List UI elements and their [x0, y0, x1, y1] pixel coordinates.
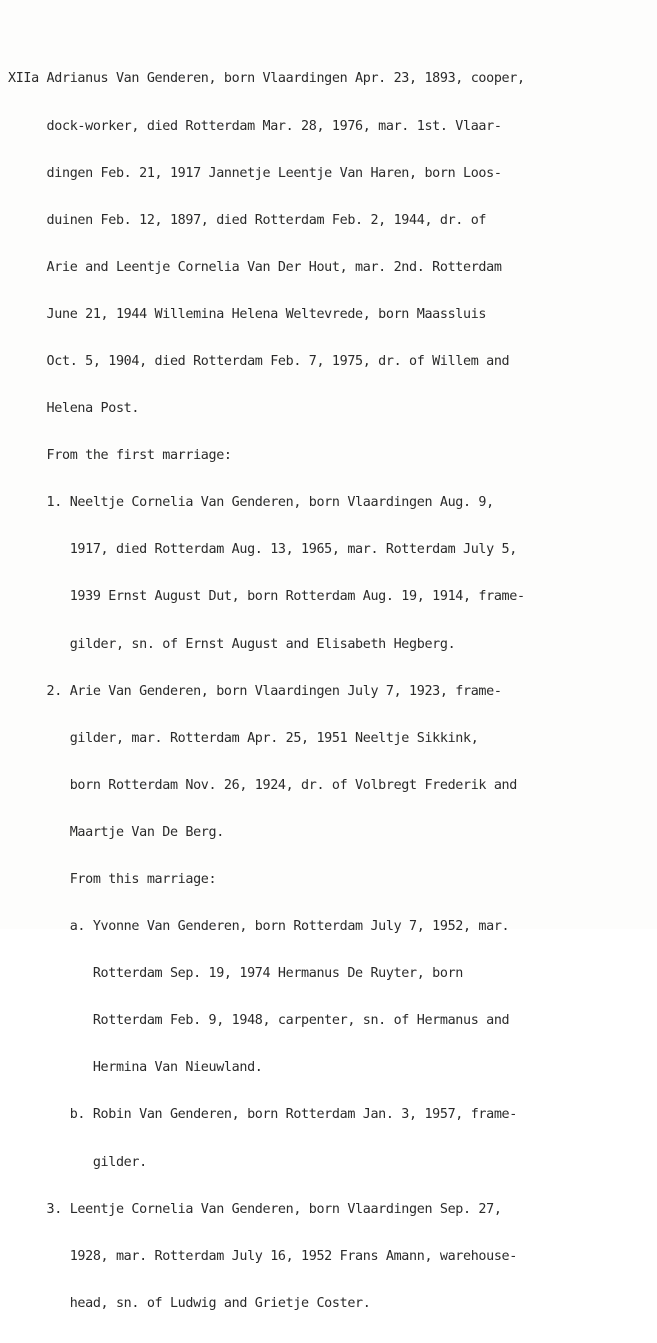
text-line: From the first marriage: [8, 448, 232, 464]
text-line: 1939 Ernst August Dut, born Rotterdam Aug. 19, 1914, frame- [8, 589, 525, 605]
text-line: duinen Feb. 12, 1897, died Rotterdam Feb. 2, 1944, dr. of [8, 212, 487, 228]
text-line: a. Yvonne Van Genderen, born Rotterdam July 7, 1952, mar. [8, 919, 510, 935]
genealogy-entry-text [8, 40, 525, 1343]
text-line: Rotterdam Sep. 19, 1974 Hermanus De Ruyter, born [8, 966, 463, 982]
text-line: gilder, sn. of Ernst August and Elisabeth Hegberg. [8, 636, 456, 652]
text-line: Oct. 5, 1904, died Rotterdam Feb. 7, 1975, dr. of Willem and [8, 353, 510, 369]
text-line: head, sn. of Ludwig and Grietje Coster. [8, 1295, 371, 1311]
text-line: From this marriage: [8, 872, 217, 887]
text-line: Arie and Leentje Cornelia Van Der Hout, mar. 2nd. Rotterdam [8, 259, 502, 275]
text-line: XIIa Adrianus Van Genderen, born Vlaardingen Apr. 23, 1893, cooper, [8, 71, 525, 87]
text-line: June 21, 1944 Willemina Helena Weltevrede, born Maassluis [8, 306, 487, 322]
text-line: Hermina Van Nieuwland. [8, 1060, 263, 1076]
text-line: gilder. [8, 1154, 147, 1170]
text-line: Rotterdam Feb. 9, 1948, carpenter, sn. of Hermanus and [8, 1013, 510, 1029]
text-line: 1917, died Rotterdam Aug. 13, 1965, mar. Rotterdam July 5, [8, 542, 517, 558]
text-line: dingen Feb. 21, 1917 Jannetje Leentje Van Haren, born Loos- [8, 165, 502, 181]
text-line: born Rotterdam Nov. 26, 1924, dr. of Volbregt Frederik and [8, 777, 517, 793]
text-line: gilder, mar. Rotterdam Apr. 25, 1951 Neeltje Sikkink, [8, 730, 479, 746]
text-line: Helena Post. [8, 401, 140, 417]
text-line: 3. Leentje Cornelia Van Genderen, born Vlaardingen Sep. 27, [8, 1201, 502, 1217]
text-line: 2. Arie Van Genderen, born Vlaardingen July 7, 1923, frame- [8, 683, 502, 699]
text-line: 1. Neeltje Cornelia Van Genderen, born Vlaardingen Aug. 9, [8, 495, 494, 511]
text-line: b. Robin Van Genderen, born Rotterdam Jan. 3, 1957, frame- [8, 1107, 517, 1123]
text-line: Maartje Van De Berg. [8, 824, 224, 840]
text-line: 1928, mar. Rotterdam July 16, 1952 Frans Amann, warehouse- [8, 1248, 517, 1264]
text-line: dock-worker, died Rotterdam Mar. 28, 1976, mar. 1st. Vlaar- [8, 118, 502, 134]
